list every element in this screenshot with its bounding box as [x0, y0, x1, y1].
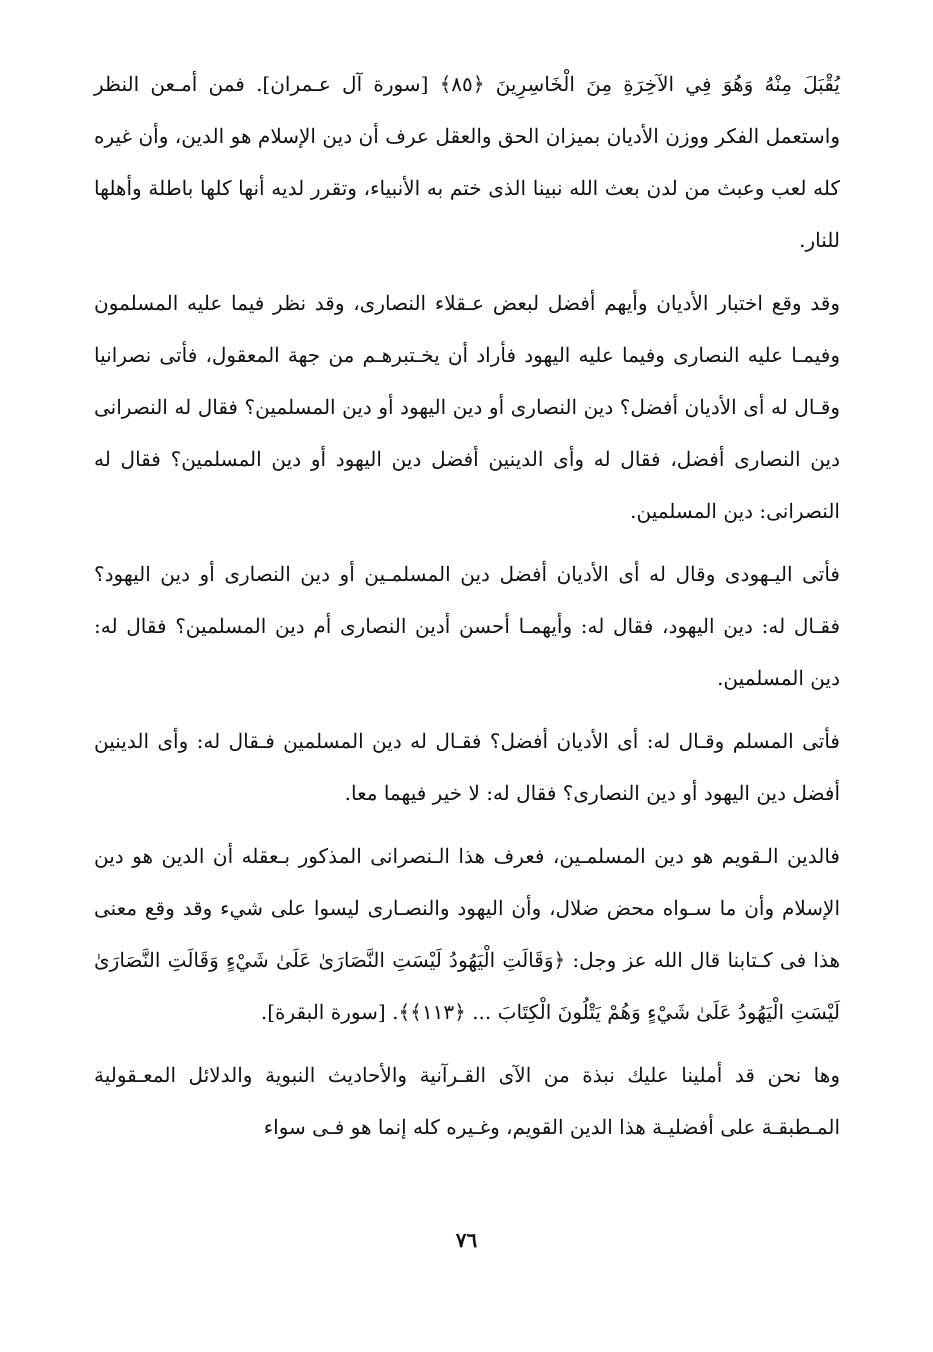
paragraph-5: فالدين الـقويم هو دين المسلمـين، فعرف هذا الـنصرانى المذكور بـعقله أن الدين هو دين الإسلام وأن ما سـواه محض ضلال، وأن اليهود والنصـارى ليسوا على شيء وقد وقع معنى هذا فى كـتابنا قال الله عز وجل: ﴿وَقَالَتِ الْيَهُودُ لَيْسَتِ النَّصَارَىٰ عَلَىٰ شَيْءٍ وَقَالَتِ النَّصَارَىٰ لَيْسَتِ الْيَهُودُ عَلَىٰ شَيْءٍ وَهُمْ يَتْلُونَ الْكِتَابَ ... ﴿١١٣﴾﴾. [سورة البقرة]. — [94, 844, 840, 1024]
paragraph-2: وقد وقع اختبار الأديان وأيهم أفضل لبعض عـقلاء النصارى، وقد نظر فيما عليه المسلمون وفيمـا عليه النصارى وفيما عليه اليهود فأراد أن يخـتبرهـم من جهة المعقول، فأتى نصرانيا وقـال له أى الأديان أفضل؟ دين النصارى أو دين اليهود أو دين المسلمين؟ فقال له النصرانى دين النصارى أفضل، فقال له وأى الدينين أفضل دين اليهود أو دين المسلمين؟ فقال له النصرانى: دين المسلمين. — [94, 291, 840, 523]
paragraph-3: فأتى اليـهودى وقال له أى الأديان أفضل دين المسلمـين أو دين النصارى أو دين اليهود؟ فقـال له: دين اليهود، فقال له: وأيهمـا أحسن أدين النصارى أم دين المسلمين؟ فقال له: دين المسلمين. — [94, 562, 840, 690]
paragraph-4: فأتى المسلم وقـال له: أى الأديان أفضل؟ فقـال له دين المسلمين فـقال له: وأى الدينين أفضل دين اليهود أو دين النصارى؟ فقال له: لا خير فيهما معا. — [94, 729, 840, 805]
page-number: ٧٦ — [455, 1228, 478, 1252]
paragraph-6: وها نحن قد أملينا عليك نبذة من الآى القـرآنية والأحاديث النبوية والدلائل المعـقولية المـطبقـة على أفضليـة هذا الدين القويم، وغـيره كله إنما هو فـى سواء — [94, 1063, 840, 1139]
paragraph-1: يُقْبَلَ مِنْهُ وَهُوَ فِي الآخِرَةِ مِنَ الْخَاسِرِينَ ﴿٨٥﴾ [سورة آل عـمران]. فمن أمـعن النظر واستعمل الفكر ووزن الأديان بميزان الحق والعقل عرف أن دين الإسلام هو الدين، وأن غيره كله لعب وعبث من لدن بعث الله نبينا الذى ختم به الأنبياء، وتقرر لديه أنها كلها باطلة وأهلها للنار. — [94, 72, 840, 252]
body-text — [94, 58, 840, 1153]
